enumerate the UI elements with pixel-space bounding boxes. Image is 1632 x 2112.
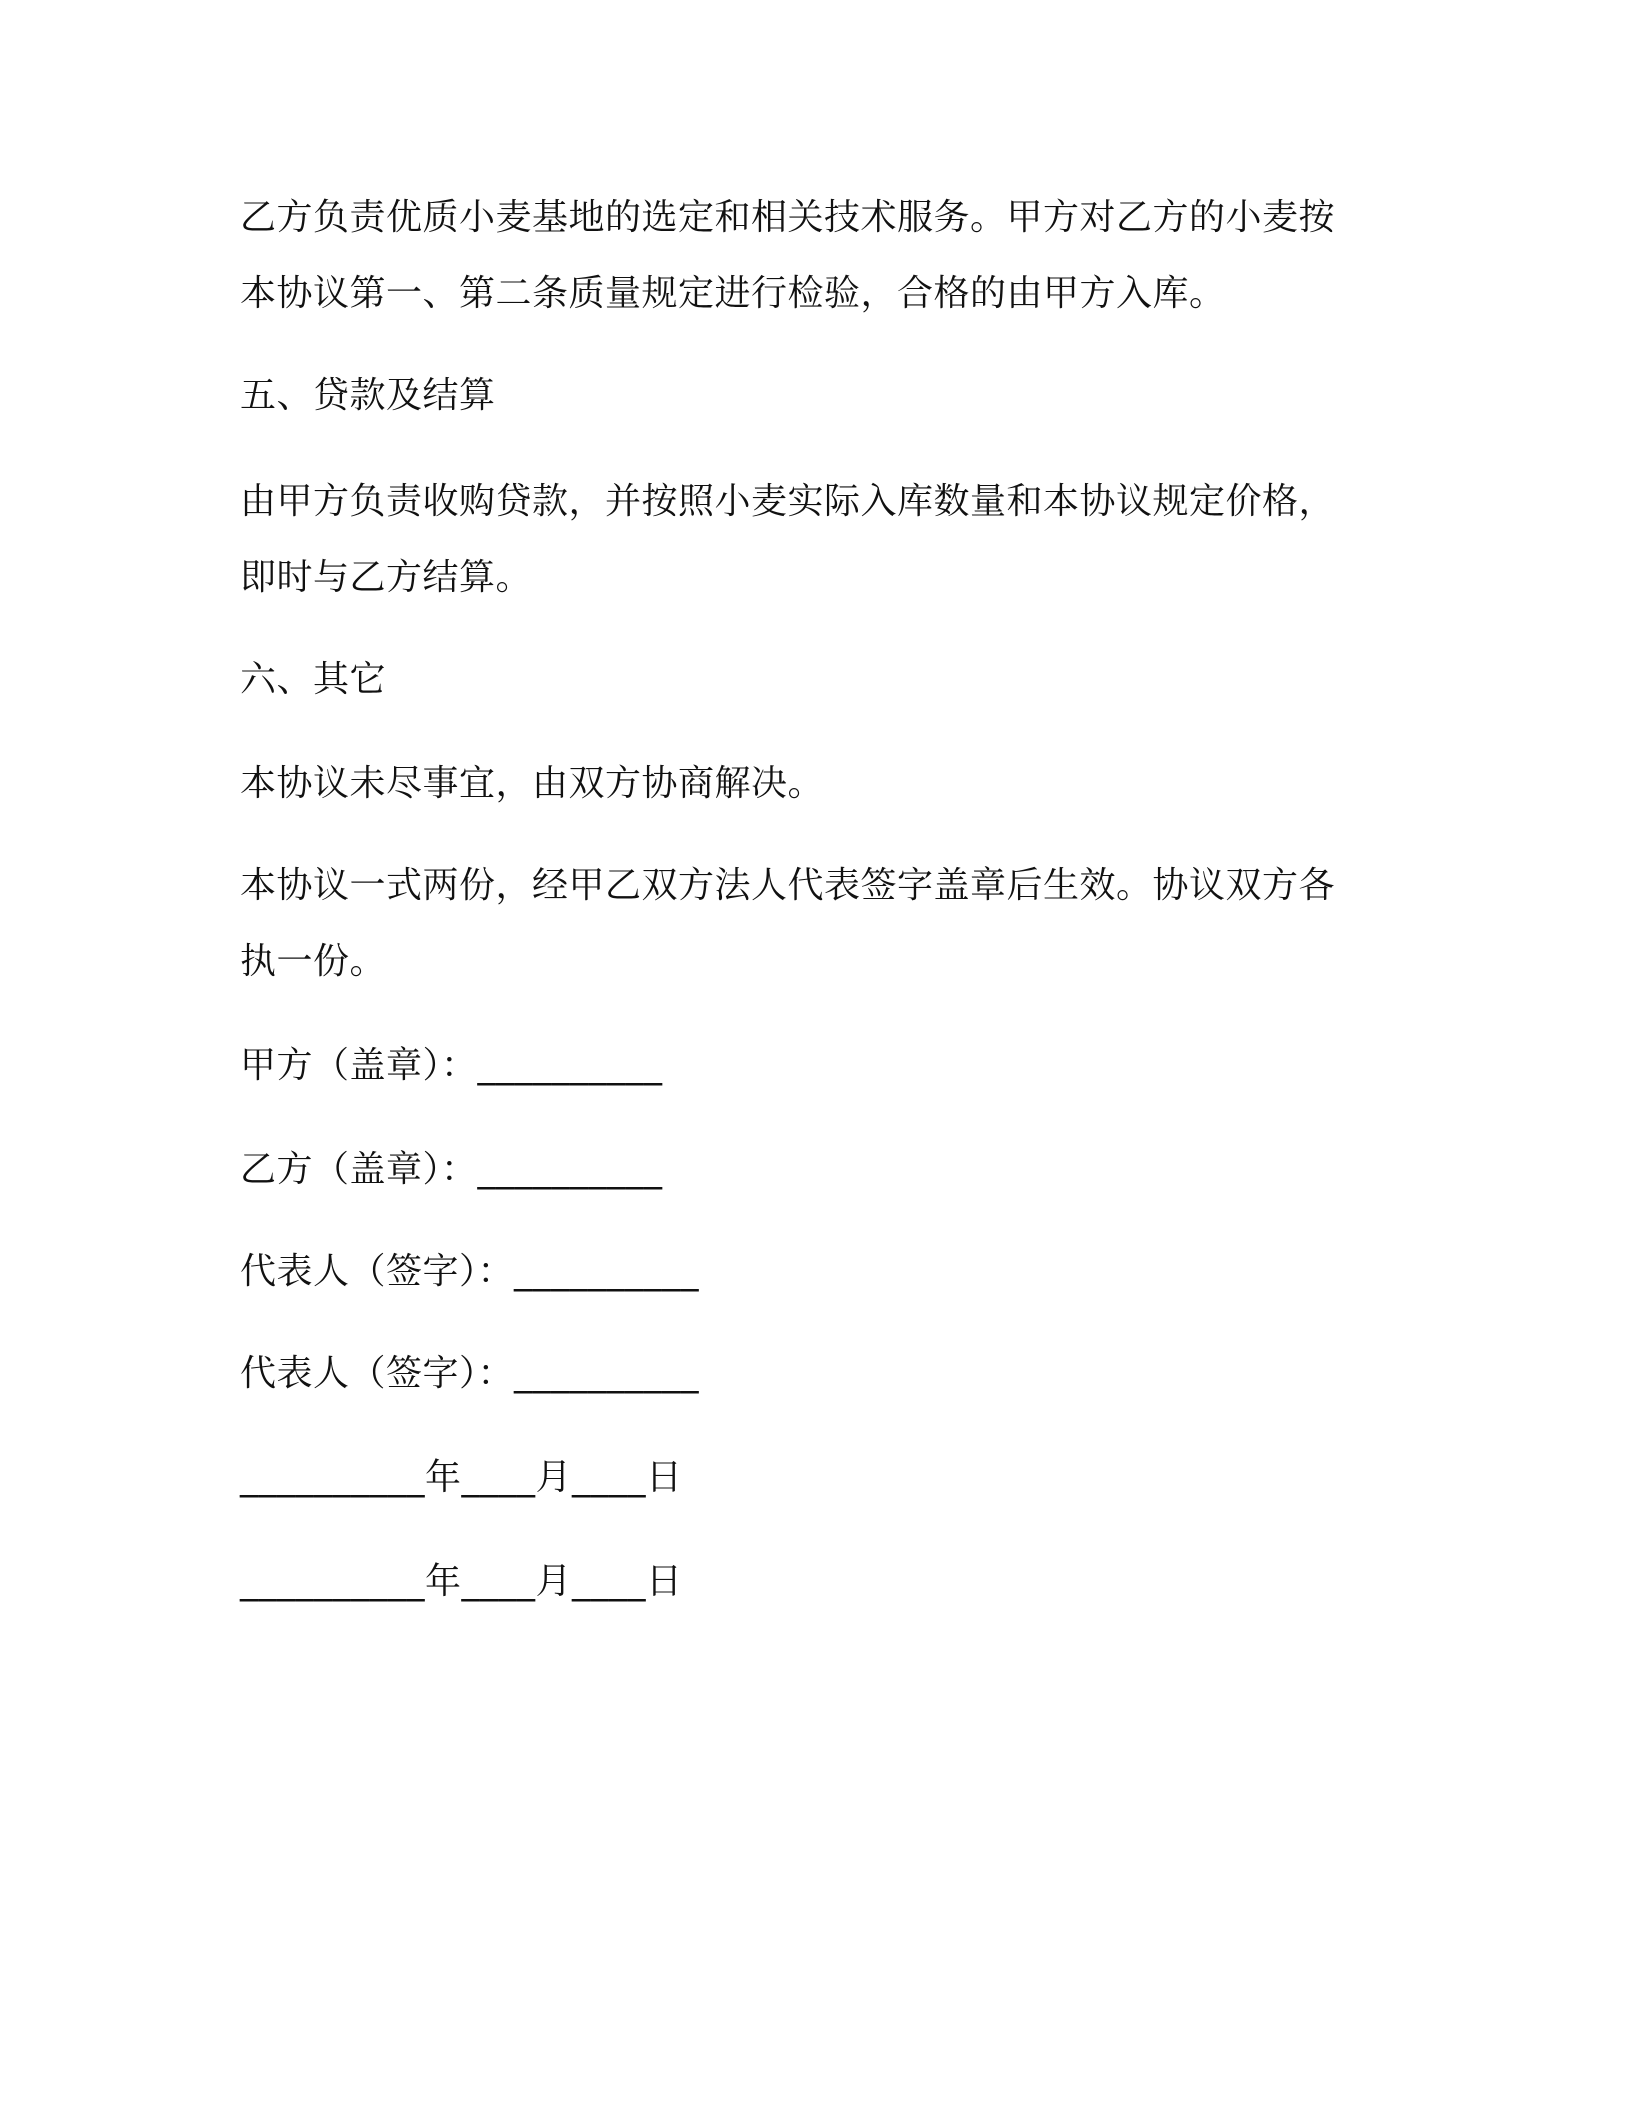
paragraph-line: 由甲方负责收购贷款，并按照小麦实际入库数量和本协议规定价格， [240,481,1336,522]
section-heading: 五、贷款及结算 [240,375,496,416]
date-line: __________年____月____日 [240,1561,683,1602]
party-b-seal-line: 乙方（盖章）：__________ [240,1149,663,1190]
paragraph-line: 本协议未尽事宜，由双方协商解决。 [240,763,825,804]
paragraph-line: 即时与乙方结算。 [240,557,533,598]
paragraph-line: 执一份。 [240,941,387,982]
party-a-seal-line: 甲方（盖章）：__________ [240,1045,663,1086]
paragraph-line: 本协议一式两份，经甲乙双方法人代表签字盖章后生效。协议双方各 [240,865,1336,906]
paragraph-line: 乙方负责优质小麦基地的选定和相关技术服务。甲方对乙方的小麦按 [240,197,1336,238]
representative-signature-line: 代表人（签字）：__________ [240,1251,700,1292]
paragraph-line: 本协议第一、第二条质量规定进行检验，合格的由甲方入库。 [240,273,1226,314]
date-line: __________年____月____日 [240,1457,683,1498]
representative-signature-line: 代表人（签字）：__________ [240,1353,700,1394]
section-heading: 六、其它 [240,659,387,700]
